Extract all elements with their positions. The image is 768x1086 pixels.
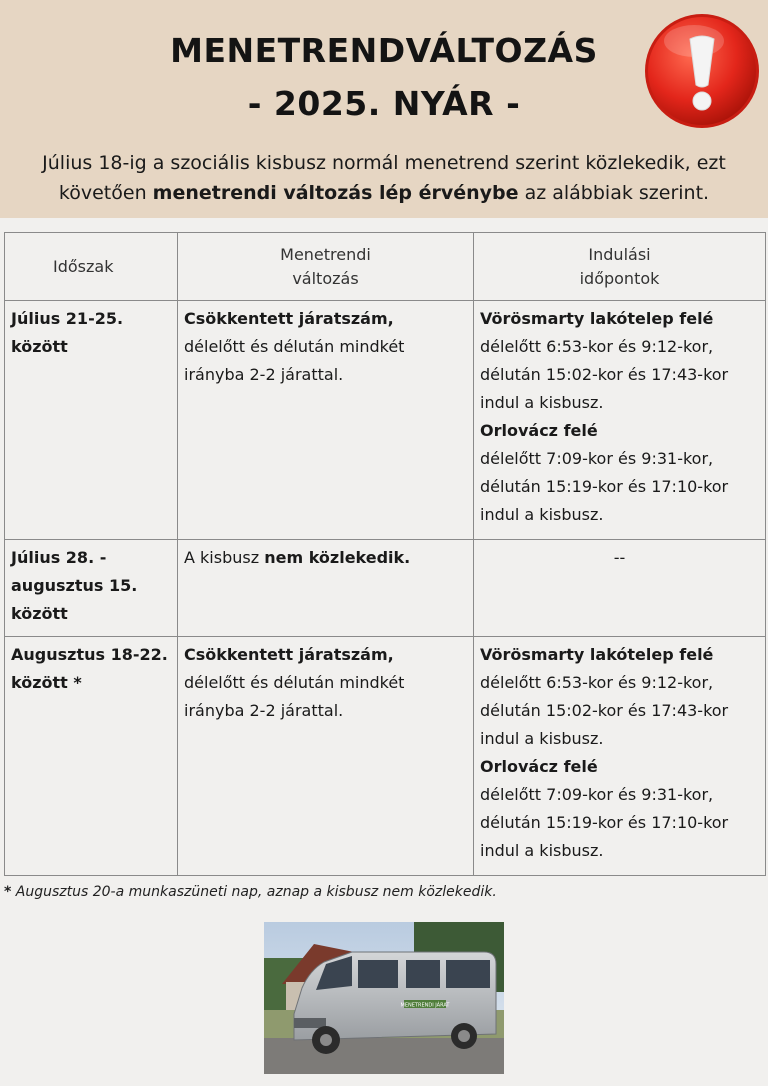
period-text: Július 21-25. között [11,309,124,356]
direction-times: délelőtt 7:09-kor és 9:31-kor, délután 15:19-kor és 17:10-kor indul a kisbusz. [480,449,729,524]
change-text: délelőtt és délután mindkét irányba 2-2 járattal. [184,337,405,384]
direction-title: Orlovácz felé [480,421,598,440]
footnote-star: * [4,884,12,900]
direction-title: Vörösmarty lakótelep felé [480,645,714,664]
minibus-photo [264,922,504,1074]
times-cell [474,301,766,540]
header-period: Időszak [5,233,178,301]
van-sign: MENETRENDI JÁRAT [400,1002,450,1009]
direction-times: délelőtt 7:09-kor és 9:31-kor, délután 15:19-kor és 17:10-kor indul a kisbusz. [480,785,729,860]
direction-times: délelőtt 6:53-kor és 9:12-kor, délután 15:02-kor és 17:43-kor indul a kisbusz. [480,673,729,748]
schedule-table [4,232,766,876]
times-cell: -- [474,540,766,637]
change-cell [178,637,474,876]
direction-title: Orlovácz felé [480,757,598,776]
header-times-label: Indulási időpontok [579,244,660,288]
change-cell [178,540,474,637]
intro-part-2: az alábbiak szerint. [518,182,710,204]
intro-text [14,148,754,208]
table-row [5,301,766,540]
period-cell [5,540,178,637]
period-cell [5,637,178,876]
table-row [5,540,766,637]
table-row [5,637,766,876]
period-text: Július 28. - augusztus 15. között [11,548,138,623]
change-text: délelőtt és délután mindkét irányba 2-2 járattal. [184,673,405,720]
exclamation-icon [642,11,762,131]
change-bold: Csökkentett járatszám, [184,645,394,664]
period-text: Augusztus 18-22. között * [11,645,168,692]
intro-bold: menetrendi változás lép érvénybe [152,182,519,204]
change-cell [178,301,474,540]
header-change-label: Menetrendi változás [280,244,371,288]
period-cell [5,301,178,540]
table-header-row [5,233,766,301]
footnote [4,884,497,900]
direction-title: Vörösmarty lakótelep felé [480,309,714,328]
change-text: A kisbusz [184,548,265,567]
header-change [178,233,474,301]
title-line-1: MENETRENDVÁLTOZÁS [170,31,598,70]
footnote-text: Augusztus 20-a munkaszüneti nap, aznap a kisbusz nem közlekedik. [11,884,497,900]
direction-times: délelőtt 6:53-kor és 9:12-kor, délután 15:02-kor és 17:43-kor indul a kisbusz. [480,337,729,412]
change-bold: Csökkentett járatszám, [184,309,394,328]
intro-part-1: Július 18-ig a szociális kisbusz normál menetrend szerint közlekedik, ezt követően [42,152,726,204]
change-bold: nem közlekedik. [264,548,411,567]
header-times [474,233,766,301]
times-cell [474,637,766,876]
title-line-2: - 2025. NYÁR - [247,84,521,123]
